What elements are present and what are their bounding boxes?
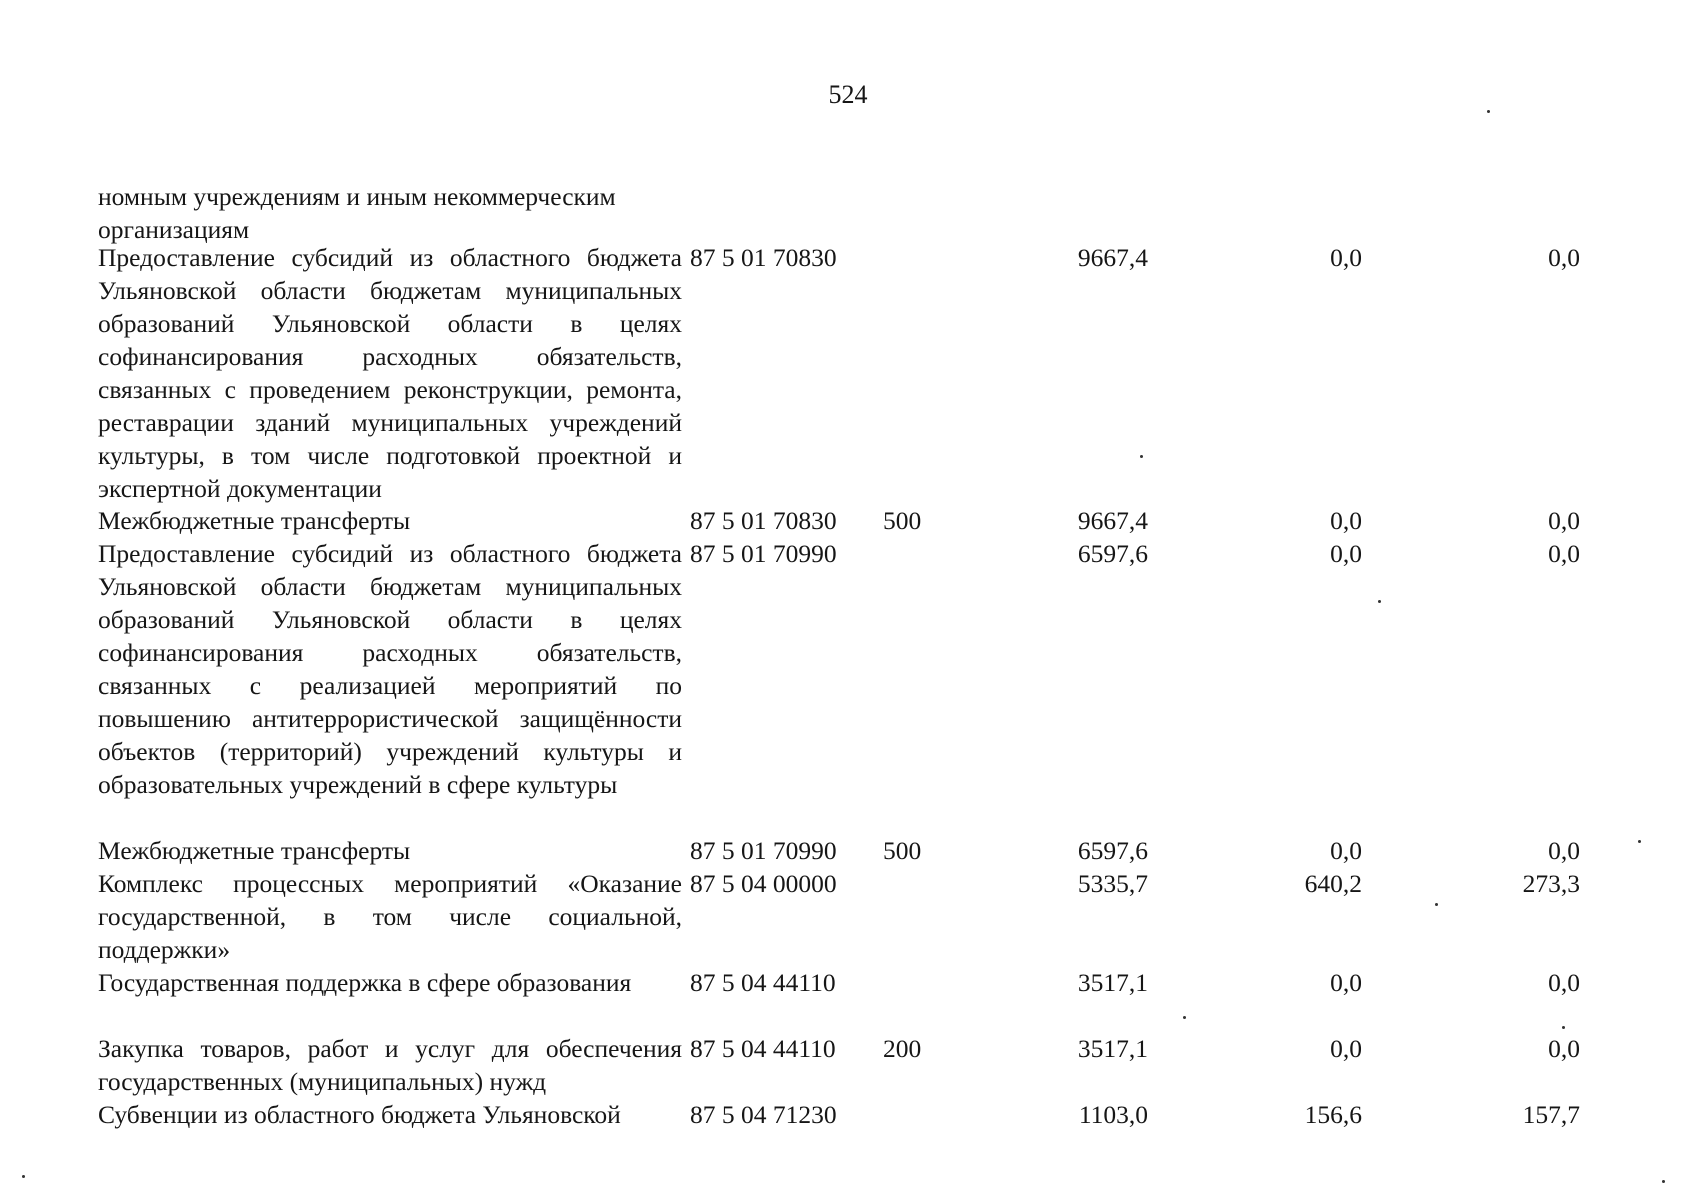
table-row [98,180,1580,244]
row-amount-1: 1103,0 [1078,1100,1148,1129]
row-code: 87 5 01 70990 [690,836,837,865]
row-amount-3: 157,7 [1522,1100,1580,1129]
row-amount-3: 0,0 [1548,1034,1580,1063]
table-row [98,966,1580,1032]
budget-table [98,180,1580,1131]
table-row [98,1032,1580,1098]
row-amount-3: 273,3 [1522,869,1580,898]
row-description: Закупка товаров, работ и услуг для обеспечения государственных (муниципальных) нужд [98,1034,682,1096]
table-row [98,834,1580,867]
row-amount-2: 0,0 [1330,1034,1362,1063]
row-code: 87 5 01 70990 [690,539,837,568]
row-amount-1: 9667,4 [1077,243,1148,272]
row-amount-3: 0,0 [1548,539,1580,568]
scan-speck [1487,110,1490,113]
row-amount-2: 0,0 [1330,506,1362,535]
row-amount-3: 0,0 [1548,836,1580,865]
table-row [98,241,1580,504]
row-code: 87 5 04 71230 [690,1100,837,1129]
row-description: Предоставление субсидий из областного бюджета Ульяновской области бюджетам муниципальных образований Ульяновской области в целях софинансирования расходных обязательств, связанных с проведением реконструкции, ремонта, реставрации зданий муниципальных учреждений культуры, в том числе подготовкой проектной и экспертной документации [98,243,682,503]
row-description: Комплекс процессных мероприятий «Оказание государственной, в том числе социальной, поддержки» [98,869,682,964]
row-code: 87 5 04 44110 [690,968,836,997]
scan-speck [1662,1180,1665,1183]
row-code: 87 5 01 70830 [690,243,837,272]
scan-speck [1562,1026,1565,1029]
row-expense-type: 500 [883,836,922,865]
row-amount-2: 0,0 [1330,539,1362,568]
scan-speck [22,1175,25,1178]
row-amount-1: 3517,1 [1077,968,1148,997]
row-description: номным учреждениям и иным некоммерческим организациям [98,182,616,244]
row-amount-3: 0,0 [1548,243,1580,272]
row-amount-3: 0,0 [1548,506,1580,535]
row-expense-type: 500 [883,506,922,535]
row-code: 87 5 01 70830 [690,506,837,535]
scan-speck [1140,455,1143,458]
row-code: 87 5 04 44110 [690,1034,836,1063]
scan-speck [1183,1016,1186,1019]
row-amount-1: 9667,4 [1077,506,1148,535]
scan-speck [1378,600,1381,603]
table-row [98,1098,1580,1131]
row-code: 87 5 04 00000 [690,869,837,898]
row-amount-1: 6597,6 [1077,539,1148,568]
scan-speck [1435,903,1438,906]
row-description: Межбюджетные трансферты [98,506,411,535]
table-row [98,504,1580,537]
row-description: Предоставление субсидий из областного бюджета Ульяновской области бюджетам муниципальных образований Ульяновской области в целях софинансирования расходных обязательств, связанных с реализацией мероприятий по повышению антитеррористической защищённости объектов (территорий) учреждений культуры и образовательных учреждений в сфере культуры [98,539,682,799]
row-amount-1: 6597,6 [1077,836,1148,865]
row-amount-3: 0,0 [1548,968,1580,997]
row-amount-1: 3517,1 [1077,1034,1148,1063]
row-description: Государственная поддержка в сфере образования [98,968,632,997]
scan-speck [1638,840,1641,843]
table-row [98,537,1580,834]
table-row [98,867,1580,966]
row-amount-2: 156,6 [1304,1100,1362,1129]
row-amount-2: 640,2 [1304,869,1362,898]
row-amount-2: 0,0 [1330,968,1362,997]
row-expense-type: 200 [883,1034,922,1063]
row-amount-2: 0,0 [1330,243,1362,272]
row-amount-1: 5335,7 [1077,869,1148,898]
row-description: Субвенции из областного бюджета Ульяновской [98,1100,621,1129]
row-description: Межбюджетные трансферты [98,836,411,865]
row-amount-2: 0,0 [1330,836,1362,865]
page-number: 524 [828,80,868,109]
